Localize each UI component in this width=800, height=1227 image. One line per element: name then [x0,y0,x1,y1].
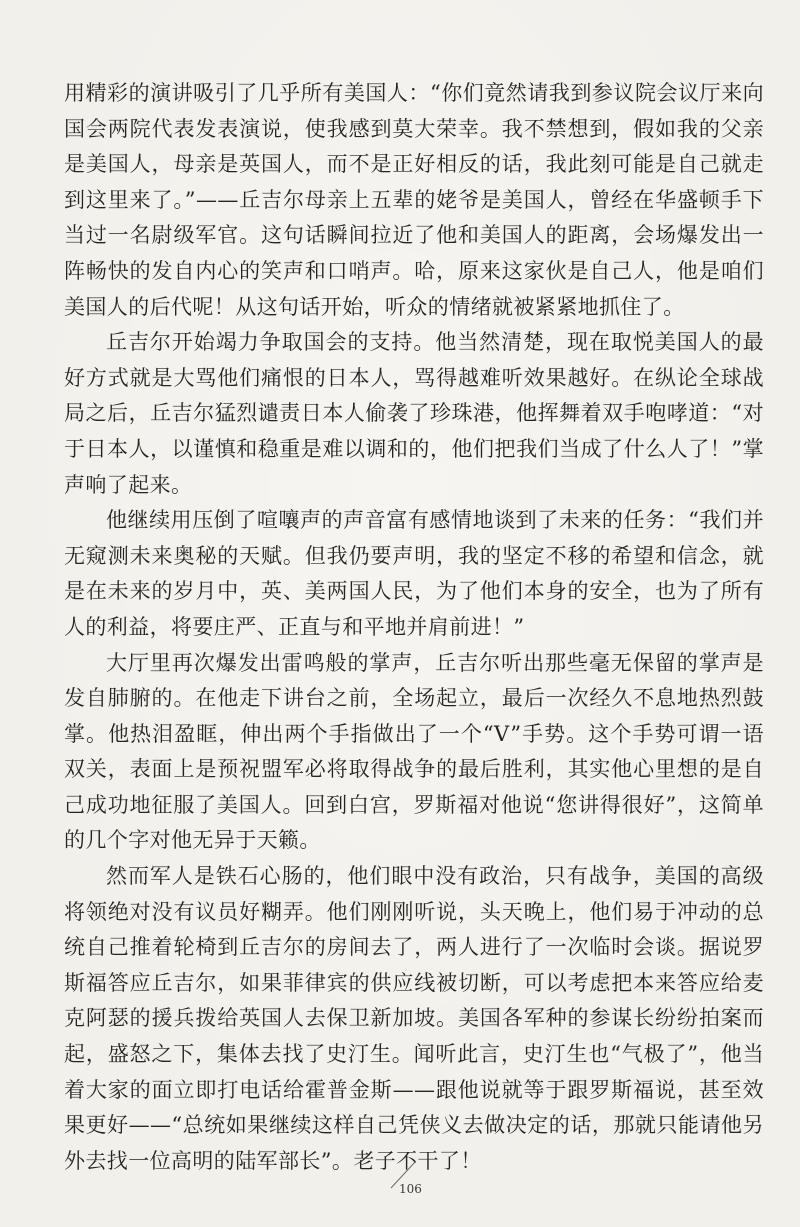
paragraph-2: 丘吉尔开始竭力争取国会的支持。他当然清楚，现在取悦美国人的最好方式就是大骂他们痛恨的日本人，骂得越难听效果越好。在纵论全球战局之后，丘吉尔猛烈谴责日本人偷袭了珍珠港，他挥舞着双手咆哮道：“对于日本人，以谨慎和稳重是难以调和的，他们把我们当成了什么人了！”掌声响了起来。 [64,330,764,497]
page-footer [385,1158,445,1198]
paragraph-4: 大厅里再次爆发出雷鸣般的掌声，丘吉尔听出那些毫无保留的掌声是发自肺腑的。在他走下讲台之前，全场起立，最后一次经久不息地热烈鼓掌。他热泪盈眶，伸出两个手指做出了一个“V”手势。这个手势可谓一语双关，表面上是预祝盟军必将取得战争的最后胜利，其实他心里想的是自己成功地征服了美国人。回到白宫，罗斯福对他说“您讲得很好”，这简单的几个字对他无异于天籁。 [64,650,764,853]
page-number: 106 [399,1182,422,1196]
paragraph-3: 他继续用压倒了喧嚷声的声音富有感情地谈到了未来的任务：“我们并无窥测未来奥秘的天赋。但我仍要声明，我的坚定不移的希望和信念，就是在未来的岁月中，英、美两国人民，为了他们本身的安全，也为了所有人的利益，将要庄严、正直与和平地并肩前进！” [64,508,764,639]
paragraph-1: 用精彩的演讲吸引了几乎所有美国人：“你们竟然请我到参议院会议厅来向国会两院代表发表演说，使我感到莫大荣幸。我不禁想到，假如我的父亲是美国人，母亲是英国人，而不是正好相反的话，我此刻可能是自己就走到这里来了。”——丘吉尔母亲上五辈的姥爷是美国人，曾经在华盛顿手下当过一名尉级军官。这句话瞬间拉近了他和美国人的距离，会场爆发出一阵畅快的发自内心的笑声和口哨声。哈，原来这家伙是自己人，他是咱们美国人的后代呢！从这句话开始，听众的情绪就被紧紧地抓住了。 [64,81,764,319]
body-text [64,76,764,1179]
paragraph-5: 然而军人是铁石心肠的，他们眼中没有政治，只有战争，美国的高级将领绝对没有议员好糊弄。他们刚刚听说，头天晚上，他们易于冲动的总统自己推着轮椅到丘吉尔的房间去了，两人进行了一次临时会谈。据说罗斯福答应丘吉尔，如果菲律宾的供应线被切断，可以考虑把本来答应给麦克阿瑟的援兵拨给英国人去保卫新加坡。美国各军种的参谋长纷纷拍案而起，盛怒之下，集体去找了史汀生。闻听此言，史汀生也“气极了”，他当着大家的面立即打电话给霍普金斯——跟他说就等于跟罗斯福说，甚至效果更好——“总统如果继续这样自己凭侠义去做决定的话，那就只能请他另外去找一位高明的陆军部长”。老子不干了！ [64,864,764,1173]
